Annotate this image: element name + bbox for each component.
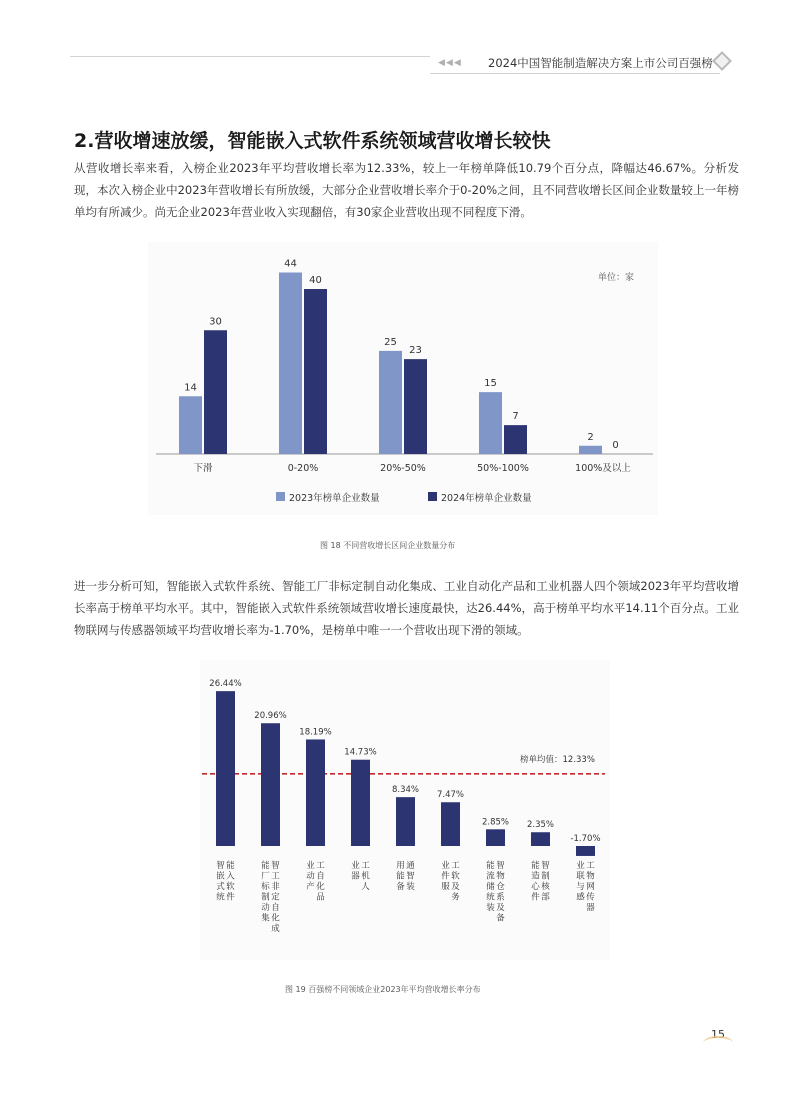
category-label-0: 下滑 bbox=[193, 463, 213, 474]
sector-category-char-7-0-0: 智 bbox=[541, 861, 550, 871]
bar-2023-2 bbox=[379, 351, 402, 454]
category-label-2: 20%-50% bbox=[380, 463, 426, 474]
sector-category-char-7-1-3: 件 bbox=[531, 892, 540, 903]
bar-2024-1 bbox=[304, 289, 327, 454]
sector-category-char-5-0-2: 及 bbox=[451, 882, 460, 892]
sector-bar-8 bbox=[576, 846, 595, 856]
sector-category-char-7-0-3: 部 bbox=[541, 892, 550, 903]
legend-swatch-1 bbox=[428, 492, 437, 501]
header-title: 2024中国智能制造解决方案上市公司百强榜 bbox=[488, 56, 713, 70]
sector-category-char-5-1-1: 件 bbox=[441, 871, 450, 882]
header-rule-lower bbox=[430, 73, 720, 74]
sector-category-char-8-1-2: 与 bbox=[576, 882, 585, 892]
page-number-decoration bbox=[703, 1036, 733, 1050]
sector-category-char-7-0-1: 制 bbox=[541, 871, 550, 882]
legend-swatch-0 bbox=[276, 492, 285, 501]
bar-2024-2 bbox=[404, 359, 427, 454]
header-arrows-icon: ◀◀◀ bbox=[438, 58, 462, 68]
data-label-2024-4: 0 bbox=[612, 440, 619, 451]
section-title: 2.营收增速放缓，智能嵌入式软件系统领域营收增长较快 bbox=[74, 130, 551, 152]
sector-category-char-2-1-0: 业 bbox=[306, 861, 315, 871]
sector-category-char-7-1-1: 造 bbox=[531, 871, 540, 882]
sector-category-char-2-0-1: 自 bbox=[316, 871, 325, 882]
figure-19-chart bbox=[200, 660, 610, 960]
data-label-2024-2: 23 bbox=[409, 345, 422, 357]
bar-2023-0 bbox=[179, 396, 202, 454]
sector-category-char-6-1-4: 装 bbox=[486, 903, 495, 913]
sector-category-char-6-1-0: 能 bbox=[486, 861, 495, 871]
sector-category-char-6-0-5: 备 bbox=[496, 913, 505, 924]
sector-category-char-1-0-4: 自 bbox=[271, 903, 280, 913]
sector-category-char-1-1-2: 标 bbox=[261, 882, 270, 892]
sector-category-char-6-1-2: 储 bbox=[486, 882, 495, 892]
average-label: 榜单均值：12.33% bbox=[520, 754, 595, 765]
figure-18-caption: 图 18 不同营收增长区间企业数量分布 bbox=[320, 541, 456, 550]
sector-category-char-1-0-0: 智 bbox=[271, 861, 280, 871]
sector-value-label-2: 18.19% bbox=[299, 727, 332, 738]
data-label-2023-0: 14 bbox=[184, 382, 197, 394]
legend-label-1: 2024年榜单企业数量 bbox=[441, 493, 532, 504]
sector-bar-7 bbox=[531, 832, 550, 846]
sector-category-char-0-0-2: 软 bbox=[226, 882, 235, 892]
sector-category-char-1-1-4: 动 bbox=[261, 903, 270, 913]
sector-category-char-1-0-6: 成 bbox=[271, 924, 280, 934]
sector-value-label-1: 20.96% bbox=[254, 711, 287, 722]
data-label-2023-4: 2 bbox=[587, 431, 594, 443]
sector-category-char-4-1-0: 用 bbox=[396, 861, 405, 871]
sector-category-char-8-0-1: 物 bbox=[586, 871, 595, 882]
sector-category-char-3-1-0: 业 bbox=[351, 861, 360, 871]
sector-value-label-8: -1.70% bbox=[570, 834, 601, 844]
category-label-4: 100%及以上 bbox=[575, 463, 631, 474]
bar-2023-4 bbox=[579, 446, 602, 454]
sector-category-char-8-0-4: 器 bbox=[586, 903, 595, 913]
sector-bar-2 bbox=[306, 739, 325, 846]
paragraph-sector-analysis: 进一步分析可知，智能嵌入式软件系统、智能工厂非标定制自动化集成、工业自动化产品和工业机器人四个领域2023年平均营收增长率高于榜单平均水平。其中，智能嵌入式软件系统领域营收增长速度最快，达26.44%，高于榜单平均水平14.11个百分点。工业物联网与传感器领域平均营收增长率为-1.70%，是榜单中唯一一个营收出现下滑的领域。 bbox=[74, 579, 739, 637]
sector-category-char-7-1-2: 心 bbox=[531, 882, 540, 892]
sector-category-char-0-0-3: 件 bbox=[226, 892, 235, 903]
sector-category-char-7-1-0: 能 bbox=[531, 861, 540, 871]
growth-interval-bar-chart bbox=[148, 242, 658, 515]
sector-category-char-6-0-0: 智 bbox=[496, 861, 505, 871]
data-label-2023-1: 44 bbox=[284, 258, 297, 270]
sector-category-char-1-1-3: 制 bbox=[261, 892, 270, 903]
sector-category-char-8-0-0: 工 bbox=[586, 861, 595, 871]
sector-category-char-4-0-1: 智 bbox=[406, 871, 415, 882]
sector-category-char-6-0-2: 仓 bbox=[496, 882, 505, 892]
sector-category-char-3-0-2: 人 bbox=[361, 882, 370, 892]
sector-category-char-8-1-0: 业 bbox=[576, 861, 585, 871]
sector-category-char-8-1-1: 联 bbox=[576, 871, 585, 882]
sector-category-char-1-1-5: 集 bbox=[261, 913, 270, 924]
sector-bar-0 bbox=[216, 691, 235, 846]
sector-value-label-3: 14.73% bbox=[344, 747, 377, 758]
bar-2023-3 bbox=[479, 392, 502, 454]
data-label-2023-2: 25 bbox=[384, 336, 397, 348]
sector-category-char-0-1-3: 统 bbox=[216, 892, 225, 903]
data-label-2024-1: 40 bbox=[309, 275, 322, 286]
sector-bar-5 bbox=[441, 802, 460, 846]
sector-category-char-1-0-1: 工 bbox=[271, 871, 280, 882]
bar-2024-0 bbox=[204, 330, 227, 454]
sector-category-char-4-1-2: 备 bbox=[396, 882, 405, 892]
sector-category-char-8-0-2: 网 bbox=[586, 882, 595, 892]
sector-category-char-2-0-0: 工 bbox=[316, 861, 325, 871]
sector-category-char-5-0-3: 务 bbox=[451, 892, 460, 903]
sector-category-char-6-0-1: 物 bbox=[496, 871, 505, 882]
sector-category-char-5-1-2: 服 bbox=[441, 882, 450, 892]
sector-value-label-0: 26.44% bbox=[209, 679, 242, 690]
sector-category-char-3-0-1: 机 bbox=[361, 871, 370, 882]
sector-category-char-2-1-1: 动 bbox=[306, 871, 315, 882]
sector-bar-1 bbox=[261, 723, 280, 846]
sector-bar-4 bbox=[396, 797, 415, 846]
sector-category-char-0-1-0: 智 bbox=[216, 861, 225, 871]
sector-category-char-0-0-1: 入 bbox=[226, 871, 235, 882]
data-label-2024-0: 30 bbox=[209, 316, 222, 328]
legend-label-0: 2023年榜单企业数量 bbox=[289, 493, 380, 504]
sector-bar-3 bbox=[351, 760, 370, 846]
sector-category-char-0-1-2: 式 bbox=[216, 882, 225, 892]
sector-category-char-6-0-3: 系 bbox=[496, 892, 505, 903]
sector-category-char-8-0-3: 传 bbox=[586, 892, 595, 903]
data-label-2024-3: 7 bbox=[512, 411, 519, 423]
sector-category-char-4-0-2: 装 bbox=[406, 882, 415, 892]
header-rule bbox=[70, 56, 430, 57]
page-number: 15 bbox=[711, 1028, 725, 1041]
sector-bar-6 bbox=[486, 829, 505, 846]
sector-category-char-3-1-1: 器 bbox=[351, 871, 360, 882]
sector-value-label-4: 8.34% bbox=[391, 785, 420, 796]
sector-category-char-4-1-1: 能 bbox=[396, 871, 405, 882]
sector-category-char-1-0-5: 化 bbox=[271, 913, 280, 924]
sector-category-char-1-1-0: 能 bbox=[261, 861, 270, 871]
diamond-logo-icon bbox=[712, 51, 732, 71]
sector-category-char-1-1-1: 厂 bbox=[261, 871, 270, 882]
sector-category-char-1-0-3: 定 bbox=[271, 892, 280, 903]
sector-category-char-2-0-2: 化 bbox=[316, 882, 325, 892]
figure-18-chart bbox=[148, 242, 658, 515]
sector-value-label-7: 2.35% bbox=[526, 820, 555, 831]
bar-2023-1 bbox=[279, 273, 302, 455]
figure-19-caption: 图 19 百强榜不同领域企业2023年平均营收增长率分布 bbox=[285, 985, 481, 994]
unit-label: 单位：家 bbox=[598, 273, 635, 283]
bar-2024-3 bbox=[504, 425, 527, 454]
sector-category-char-5-0-0: 工 bbox=[451, 861, 460, 871]
sector-category-char-4-0-0: 通 bbox=[406, 861, 415, 871]
sector-category-char-6-0-4: 及 bbox=[496, 903, 505, 913]
sector-value-label-5: 7.47% bbox=[436, 790, 465, 801]
sector-category-char-6-1-1: 流 bbox=[486, 871, 495, 882]
sector-value-label-6: 2.85% bbox=[481, 817, 510, 828]
sector-category-char-7-0-2: 核 bbox=[541, 882, 550, 892]
sector-category-char-0-1-1: 嵌 bbox=[216, 871, 225, 882]
sector-category-char-5-1-0: 业 bbox=[441, 861, 450, 871]
category-label-1: 0-20% bbox=[287, 463, 319, 474]
sector-category-char-0-0-0: 能 bbox=[226, 861, 235, 871]
category-label-3: 50%-100% bbox=[477, 463, 529, 474]
sector-category-char-3-0-0: 工 bbox=[361, 861, 370, 871]
sector-category-char-2-0-3: 品 bbox=[316, 892, 325, 903]
sector-category-char-5-0-1: 软 bbox=[451, 871, 460, 882]
sector-category-char-2-1-2: 产 bbox=[306, 882, 315, 892]
sector-category-char-1-0-2: 非 bbox=[271, 882, 280, 892]
data-label-2023-3: 15 bbox=[484, 378, 497, 390]
paragraph-revenue-growth: 从营收增长率来看，入榜企业2023年平均营收增长率为12.33%，较上一年榜单降低10.79个百分点，降幅达46.67%。分析发现，本次入榜企业中2023年营收增长有所放缓，大部分企业营收增长率介于0-20%之间，且不同营收增长区间企业数量较上一年榜单均有所减少。尚无企业2023年营业收入实现翻倍，有30家企业营收出现不同程度下滑。 bbox=[74, 161, 739, 219]
sector-category-char-6-1-3: 统 bbox=[486, 892, 495, 903]
sector-growth-bar-chart bbox=[200, 660, 610, 960]
sector-category-char-8-1-3: 感 bbox=[576, 892, 585, 903]
